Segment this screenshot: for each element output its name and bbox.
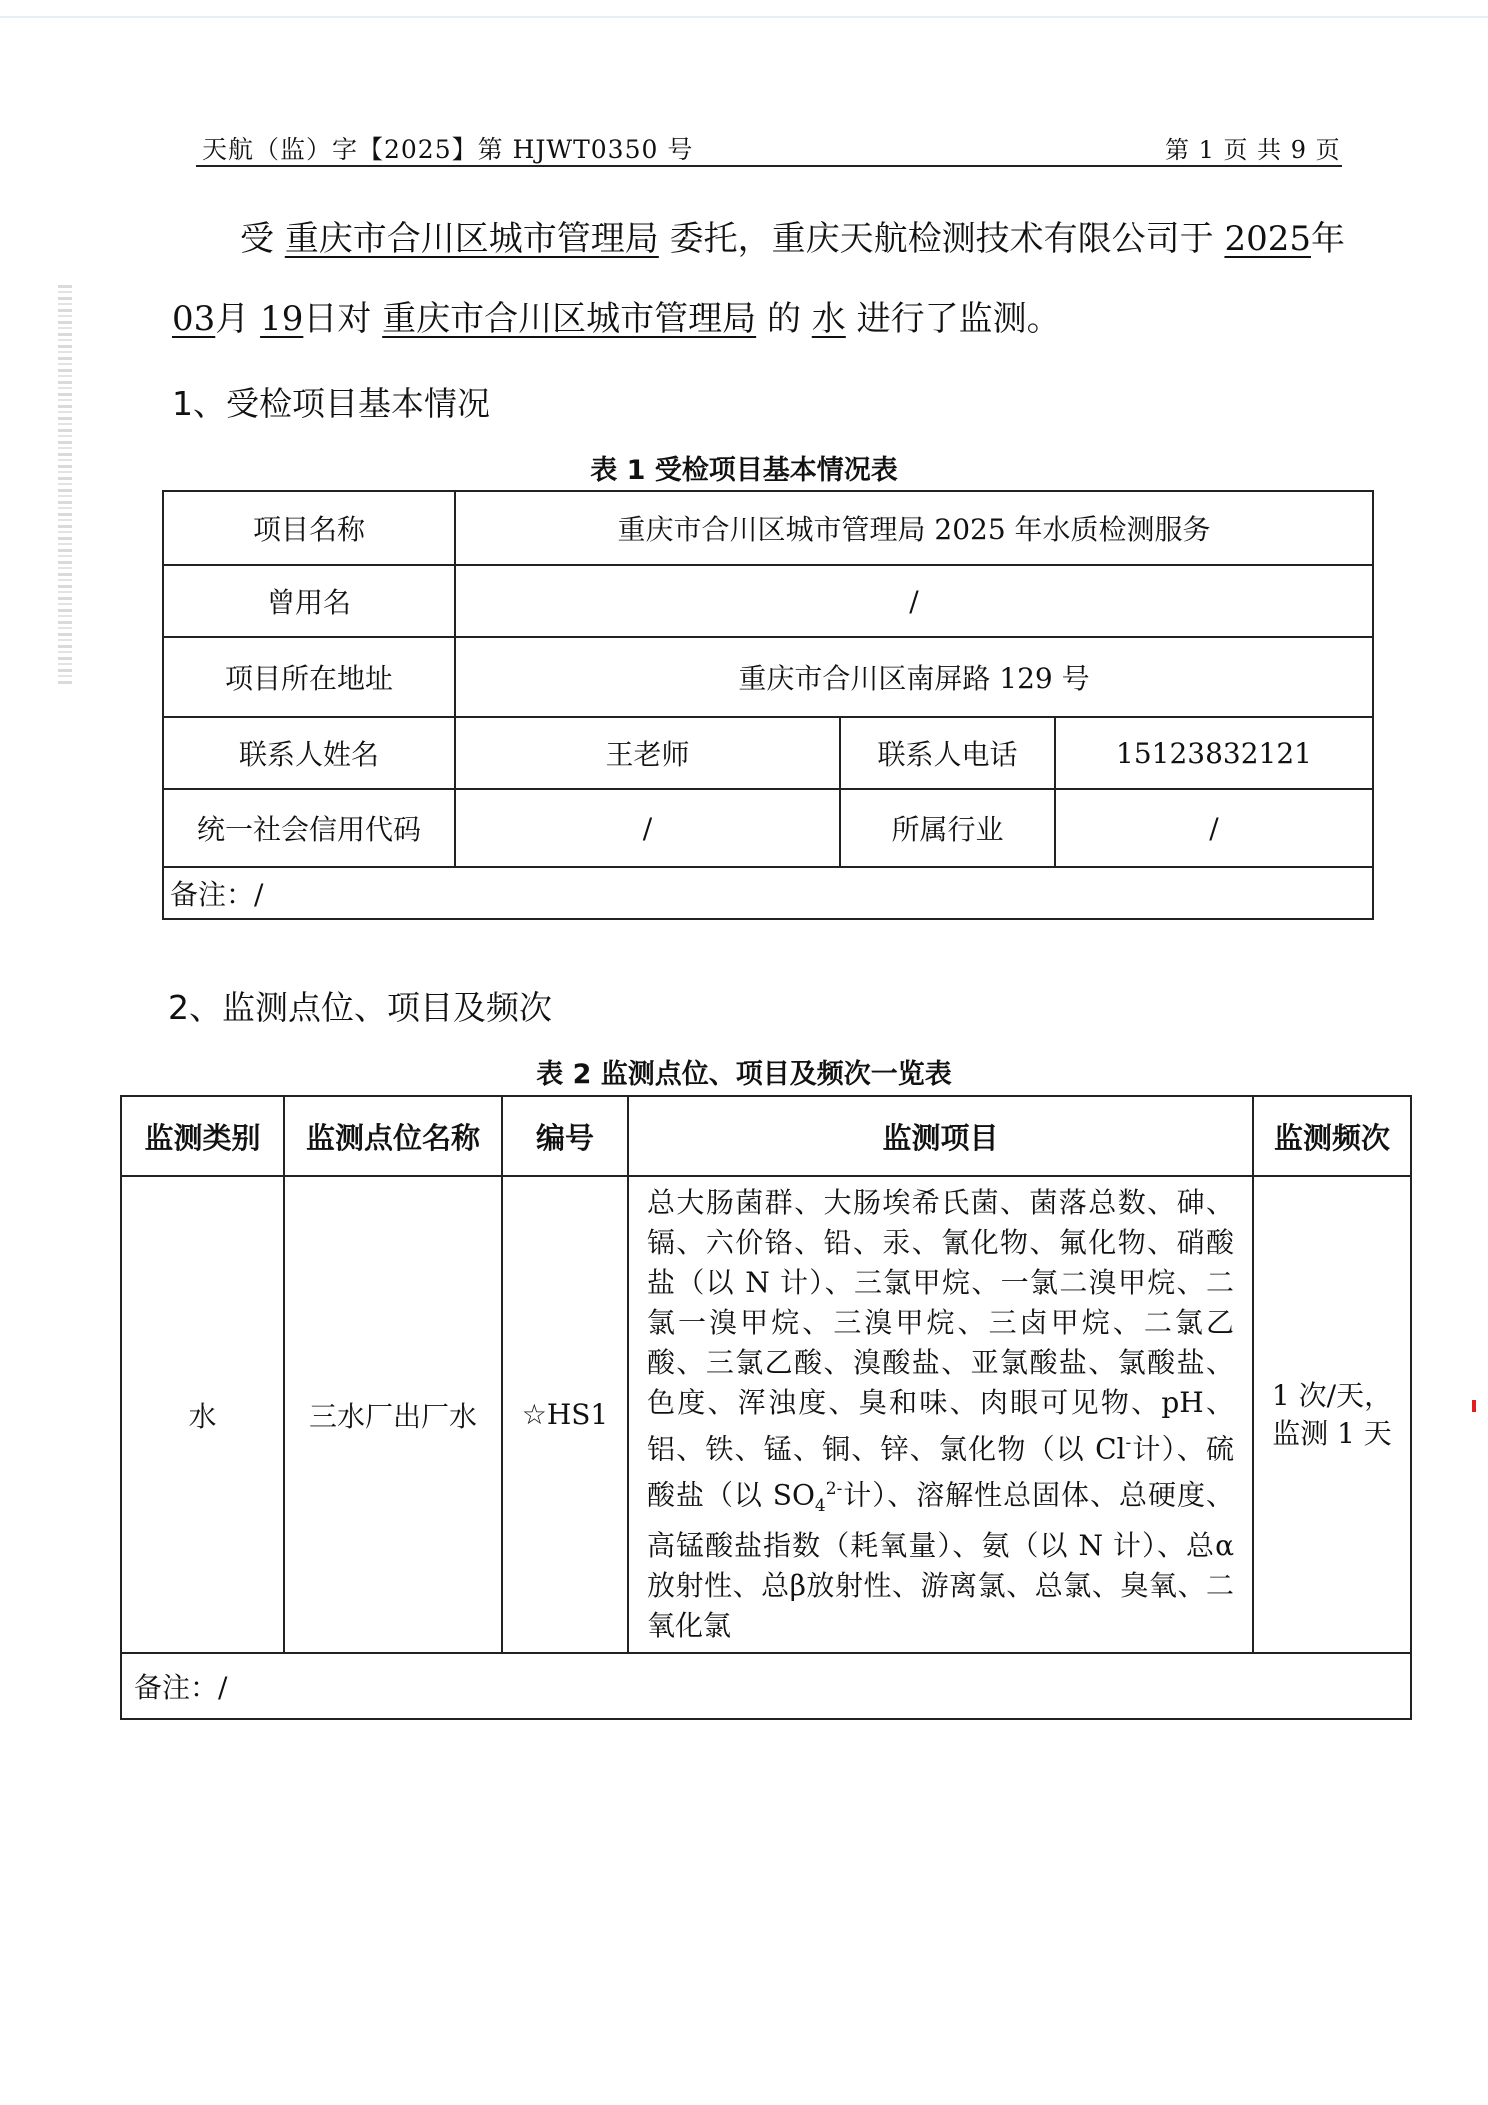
cell-label: 统一社会信用代码 (163, 789, 455, 867)
table-row (121, 1653, 1411, 1719)
intro-text: 的 (766, 299, 801, 339)
cell-label: 联系人电话 (840, 717, 1055, 789)
column-header: 编号 (502, 1096, 628, 1176)
cell-value: / (455, 565, 1373, 637)
items-text: - (1125, 1433, 1132, 1453)
table-2-caption: 表 2 监测点位、项目及频次一览表 (536, 1059, 952, 1090)
client-name: 重庆市合川区城市管理局 (382, 299, 757, 339)
table-row (121, 1176, 1411, 1653)
intro-text: 月 (215, 299, 250, 339)
cell-value: 重庆市合川区南屏路 129 号 (455, 637, 1373, 717)
table-row (163, 637, 1373, 717)
cell-value: 王老师 (455, 717, 840, 789)
items-text: 2- (825, 1479, 843, 1500)
frequency-cell (1253, 1176, 1411, 1653)
table-note: 备注：/ (163, 867, 1373, 919)
page-number: 第 1 页 共 9 页 (1165, 136, 1341, 164)
column-header: 监测类别 (121, 1096, 284, 1176)
site-cell: 三水厂出厂水 (284, 1176, 502, 1653)
table-row (163, 565, 1373, 637)
cell-label: 项目所在地址 (163, 637, 455, 717)
cell-value: 重庆市合川区城市管理局 2025 年水质检测服务 (455, 491, 1373, 565)
table-row (163, 789, 1373, 867)
cell-label: 项目名称 (163, 491, 455, 565)
scan-red-mark (1472, 1400, 1476, 1412)
header-rule (196, 165, 1342, 167)
section-2-heading: 2、监测点位、项目及频次 (168, 988, 552, 1027)
table-note: 备注：/ (121, 1653, 1411, 1719)
cell-value: 15123832121 (1055, 717, 1373, 789)
monitoring-table (120, 1095, 1412, 1720)
cell-value: / (455, 789, 840, 867)
code-cell: ☆HS1 (502, 1176, 628, 1653)
scan-top-edge (0, 16, 1488, 18)
table-row (163, 717, 1373, 789)
intro-text: 受 (240, 219, 274, 259)
intro-text: 进行了监测。 (856, 299, 1061, 339)
column-header: 监测频次 (1253, 1096, 1411, 1176)
column-header: 监测项目 (628, 1096, 1253, 1176)
items-text: 4 (814, 1496, 826, 1517)
items-text: 计）、硫酸盐（以 SO (647, 1432, 1234, 1512)
table-row (163, 867, 1373, 919)
report-number: 天航（监）字【2025】第 HJWT0350 号 (202, 135, 694, 164)
category-cell: 水 (121, 1176, 284, 1653)
client-name: 重庆市合川区城市管理局 (284, 219, 659, 259)
column-header: 监测点位名称 (284, 1096, 502, 1176)
project-info-table (162, 490, 1374, 920)
items-text: 计）、溶解性总固体、总硬度、高锰酸盐指数（耗氧量）、氨（以 N 计）、总α放射性、总β放射性、游离氯、总氯、臭氧、二氧化氯 (647, 1478, 1234, 1643)
monitored-object: 水 (811, 299, 846, 339)
table-row (163, 491, 1373, 565)
intro-line-2 (172, 299, 1372, 339)
intro-text: 年 (1310, 219, 1345, 259)
cell-label: 曾用名 (163, 565, 455, 637)
cell-label: 所属行业 (840, 789, 1055, 867)
month: 03 (172, 299, 216, 339)
table-1-caption: 表 1 受检项目基本情况表 (590, 455, 898, 486)
intro-line-1 (240, 219, 1440, 259)
table-header-row (121, 1096, 1411, 1176)
intro-text: 委托，重庆天航检测技术有限公司于 (669, 219, 1214, 259)
year: 2025 (1224, 219, 1311, 259)
cell-label: 联系人姓名 (163, 717, 455, 789)
items-text: 总大肠菌群、大肠埃希氏菌、菌落总数、砷、镉、六价铬、铅、汞、氰化物、氟化物、硝酸盐（以 N 计）、三氯甲烷、一氯二溴甲烷、二氯一溴甲烷、三溴甲烷、三卤甲烷、二氯乙酸、三氯乙酸、溴酸盐、亚氯酸盐、氯酸盐、色度、浑浊度、臭和味、肉眼可见物、pH、铝、铁、锰、铜、锌、氯化物（以 Cl (647, 1186, 1234, 1466)
items-cell (628, 1176, 1253, 1653)
frequency-text: 1 次/天， (1271, 1378, 1393, 1412)
section-1-heading: 1、受检项目基本情况 (172, 384, 490, 423)
cell-value: / (1055, 789, 1373, 867)
day: 19 (260, 299, 304, 339)
intro-text: 日对 (303, 299, 372, 339)
frequency-text: 监测 1 天 (1272, 1416, 1392, 1450)
